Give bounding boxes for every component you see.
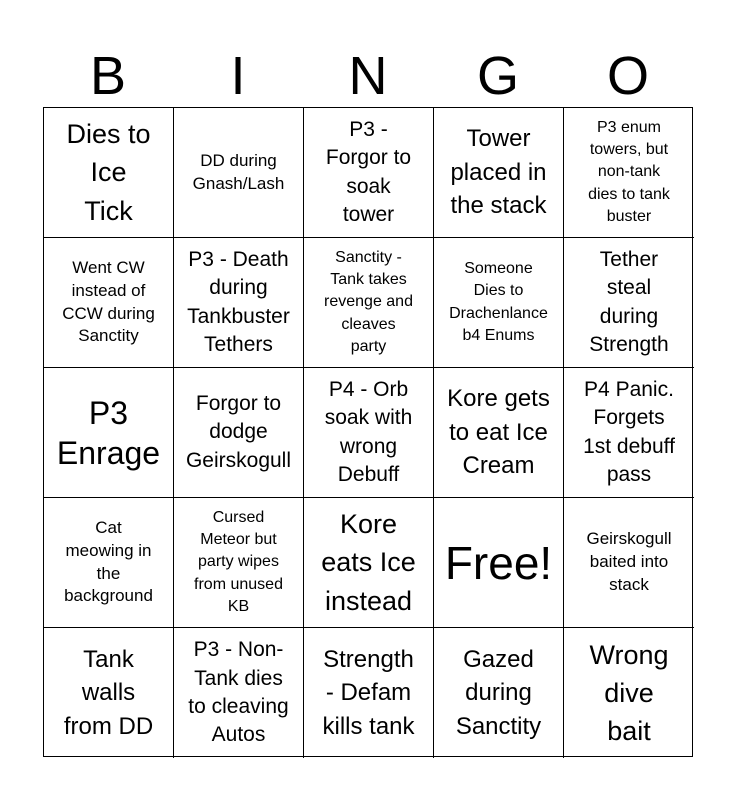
bingo-cell[interactable] xyxy=(564,498,694,628)
cell-text: Kore eats Ice instead xyxy=(321,509,416,616)
bingo-cell[interactable] xyxy=(564,368,694,498)
bingo-cell[interactable] xyxy=(44,368,174,498)
header-letter-i: I xyxy=(230,46,246,106)
cell-text: Strength - Defam kills tank xyxy=(322,645,415,740)
bingo-cell[interactable] xyxy=(434,238,564,368)
bingo-cell[interactable] xyxy=(304,238,434,368)
cell-text: P4 Panic. Forgets 1st debuff pass xyxy=(583,377,675,486)
bingo-cell[interactable] xyxy=(44,498,174,628)
free-space-cell[interactable] xyxy=(434,498,564,628)
cell-text: Tank walls from DD xyxy=(63,645,154,740)
cell-text: Someone Dies to Drachenlance b4 Enums xyxy=(449,259,548,344)
bingo-board xyxy=(43,107,693,757)
bingo-cell[interactable] xyxy=(304,108,434,238)
cell-text: P3 Enrage xyxy=(56,394,161,471)
cell-text: Went CW instead of CCW during Sanctity xyxy=(62,257,155,346)
header-letter-b: B xyxy=(89,46,127,106)
cell-text: DD during Gnash/Lash xyxy=(192,150,285,193)
cell-text: Cursed Meteor but party wipes from unused KB xyxy=(194,508,283,616)
cell-text: P3 enum towers, but non-tank dies to tank buster xyxy=(588,118,670,226)
cell-text: Geirskogull baited into stack xyxy=(586,529,672,594)
cell-text: Wrong dive bait xyxy=(589,639,669,747)
cell-text: P4 - Orb soak with wrong Debuff xyxy=(324,377,413,486)
cell-text: P3 - Forgor to soak tower xyxy=(325,117,412,226)
bingo-cell[interactable] xyxy=(434,108,564,238)
cell-text: P3 - Death during Tankbuster Tethers xyxy=(187,247,290,356)
free-space-text: Free! xyxy=(444,536,553,589)
cell-text: P3 - Non- Tank dies to cleaving Autos xyxy=(188,638,289,747)
bingo-cell[interactable] xyxy=(564,238,694,368)
cell-text: Cat meowing in the background xyxy=(64,517,153,606)
bingo-cell[interactable] xyxy=(304,628,434,758)
bingo-cell[interactable] xyxy=(434,628,564,758)
bingo-cell[interactable] xyxy=(434,368,564,498)
bingo-cell[interactable] xyxy=(44,108,174,238)
cell-text: Tether steal during Strength xyxy=(589,247,669,356)
cell-text: Gazed during Sanctity xyxy=(455,645,542,740)
bingo-cell[interactable] xyxy=(174,628,304,758)
header-letter-o: O xyxy=(606,46,649,106)
cell-text: Kore gets to eat Ice Cream xyxy=(447,385,550,480)
cell-text: Tower placed in the stack xyxy=(450,125,547,220)
bingo-header xyxy=(43,46,693,106)
bingo-cell[interactable] xyxy=(564,628,694,758)
header-letter-n: N xyxy=(348,46,388,106)
bingo-cell[interactable] xyxy=(174,498,304,628)
cell-text: Dies to Ice Tick xyxy=(66,119,151,226)
cell-text: Sanctity - Tank takes revenge and cleaves party xyxy=(324,248,413,356)
cell-text: Forgor to dodge Geirskogull xyxy=(185,391,292,472)
bingo-cell[interactable] xyxy=(174,108,304,238)
bingo-cell[interactable] xyxy=(304,498,434,628)
bingo-cell[interactable] xyxy=(174,238,304,368)
bingo-cell[interactable] xyxy=(174,368,304,498)
header-letter-g: G xyxy=(476,46,519,106)
bingo-cell[interactable] xyxy=(304,368,434,498)
bingo-cell[interactable] xyxy=(44,238,174,368)
bingo-cell[interactable] xyxy=(44,628,174,758)
bingo-cell[interactable] xyxy=(564,108,694,238)
